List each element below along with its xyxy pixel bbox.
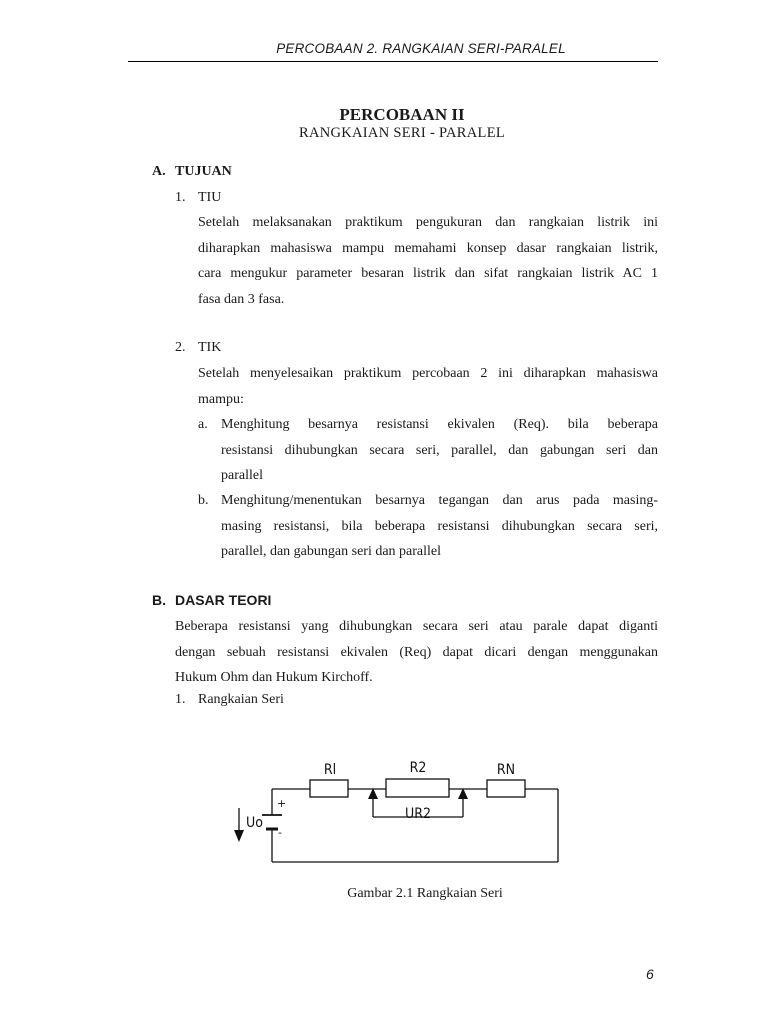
- minus-sign: -: [278, 826, 282, 839]
- section-a-letter: A.: [152, 164, 166, 179]
- page-number: 6: [646, 966, 654, 982]
- text-line: cara mengukur parameter besaran listrik dan sifat rangkaian listrik AC 1: [198, 266, 658, 281]
- uo-label: Uo: [246, 815, 263, 831]
- tiu-number: 1.: [175, 190, 186, 205]
- section-b-heading: DASAR TEORI: [175, 592, 272, 608]
- tik-label: TIK: [198, 340, 222, 355]
- figure-caption: Gambar 2.1 Rangkaian Seri: [347, 886, 503, 901]
- r1-label: Rl: [323, 762, 337, 778]
- text-line: masing resistansi, bila beberapa resistansi dihubungkan secara seri,: [221, 518, 658, 534]
- text-line: diharapkan mahasiswa mampu memahami konsep dasar rangkaian listrik,: [198, 240, 658, 256]
- plus-sign: +: [277, 797, 287, 810]
- text-line: parallel, dan gabungan seri dan parallel: [221, 544, 442, 559]
- text-line: dengan sebuah resistansi ekivalen (Req) dapat dicari dengan menggunakan: [175, 644, 658, 660]
- ur2-label: UR2: [405, 806, 431, 822]
- page-title: PERCOBAAN II: [339, 105, 465, 124]
- tik-item-b-marker: b.: [198, 493, 209, 508]
- sub1-number: 1.: [175, 692, 186, 707]
- text-line: parallel: [221, 468, 263, 483]
- section-a-heading: TUJUAN: [175, 164, 232, 179]
- text-line: mampu:: [198, 391, 244, 407]
- r2-label: R2: [409, 760, 427, 776]
- text-line: Setelah melaksanakan praktikum pengukuran dan rangkaian listrik ini: [198, 215, 658, 230]
- page-subtitle: RANGKAIAN SERI - PARALEL: [298, 125, 506, 141]
- tik-number: 2.: [175, 340, 186, 355]
- text-line: fasa dan 3 fasa.: [198, 291, 285, 307]
- text-line: Hukum Ohm dan Hukum Kirchoff.: [175, 670, 373, 685]
- ur2-arrow-left: [368, 788, 378, 799]
- sub1-label: Rangkaian Seri: [198, 692, 284, 707]
- text-line: resistansi dihubungkan secara seri, parallel, dan gabungan seri dan: [221, 442, 658, 458]
- running-head: PERCOBAAN 2. RANGKAIAN SERI-PARALEL: [276, 41, 566, 56]
- resistor-rn: [487, 780, 525, 797]
- section-b-letter: B.: [152, 592, 166, 608]
- resistor-r2: [386, 779, 449, 797]
- tiu-label: TIU: [198, 190, 222, 205]
- tik-item-a-marker: a.: [198, 417, 208, 432]
- uo-arrow-head: [234, 830, 244, 842]
- text-line: Beberapa resistansi yang dihubungkan secara seri atau parale dapat diganti: [175, 619, 658, 634]
- rn-label: RN: [496, 762, 516, 778]
- resistor-r1: [310, 780, 348, 797]
- text-line: Setelah menyelesaikan praktikum percobaan 2 ini diharapkan mahasiswa: [198, 366, 658, 381]
- text-line: Menghitung besarnya resistansi ekivalen (Req). bila beberapa: [221, 417, 658, 432]
- text-line: Menghitung/menentukan besarnya tegangan dan arus pada masing-: [221, 493, 658, 508]
- ur2-arrow-right: [458, 788, 468, 799]
